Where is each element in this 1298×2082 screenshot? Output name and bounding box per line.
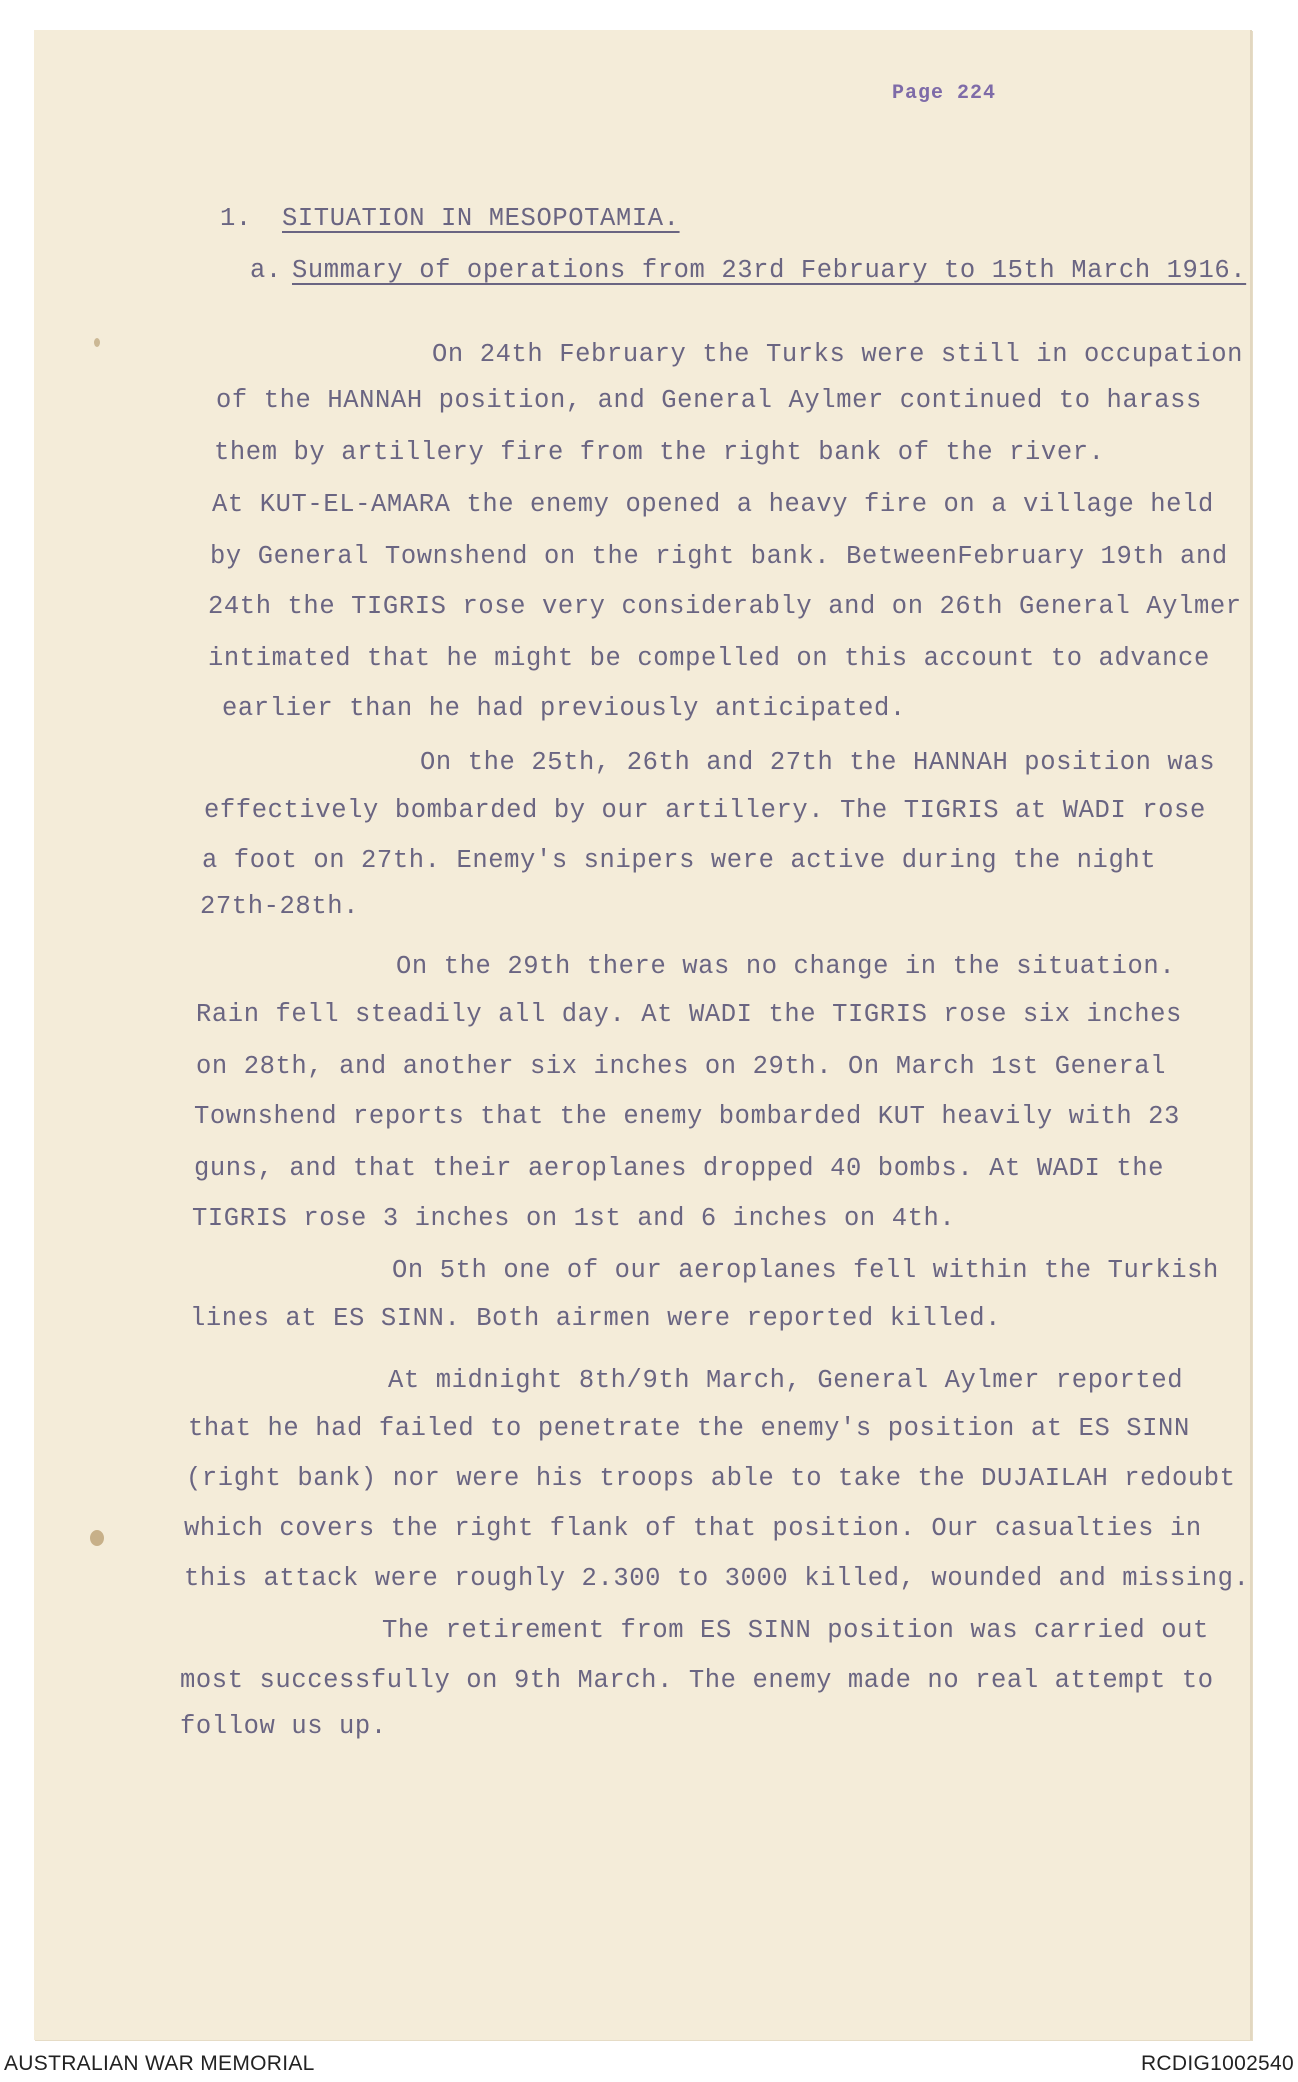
page-stamp: Page 224 — [892, 82, 997, 105]
footer-institution: AUSTRALIAN WAR MEMORIAL — [4, 2052, 315, 2075]
body-line: guns, and that their aeroplanes dropped 40 bombs. At WADI the — [194, 1154, 1165, 1183]
body-line: intimated that he might be compelled on this account to advance — [208, 644, 1210, 673]
body-line: At midnight 8th/9th March, General Aylmer reported — [388, 1366, 1184, 1395]
body-line: (right bank) nor were his troops able to take the DUJAILAH redoubt — [186, 1464, 1236, 1493]
body-line: Rain fell steadily all day. At WADI the TIGRIS rose six inches — [196, 1000, 1182, 1029]
body-line: of the HANNAH position, and General Aylmer continued to harass — [216, 386, 1202, 415]
body-line: At KUT-EL-AMARA the enemy opened a heavy fire on a village held — [212, 490, 1214, 519]
body-line: this attack were roughly 2.300 to 3000 killed, wounded and missing. — [184, 1564, 1250, 1593]
body-line: them by artillery fire from the right bank of the river. — [214, 438, 1105, 467]
subsection-letter: a. — [250, 256, 282, 285]
body-line: on 28th, and another six inches on 29th. On March 1st General — [196, 1052, 1167, 1081]
body-line: 24th the TIGRIS rose very considerably and on 26th General Aylmer — [208, 592, 1242, 621]
body-line: that he had failed to penetrate the enemy's position at ES SINN — [188, 1414, 1190, 1443]
body-line: On 24th February the Turks were still in occupation — [432, 340, 1244, 369]
paper-blemish — [94, 338, 100, 347]
section-heading — [220, 204, 680, 233]
subsection-heading — [250, 256, 1246, 285]
body-line: follow us up. — [180, 1712, 387, 1741]
paper-blemish — [90, 1530, 104, 1546]
body-line: On the 25th, 26th and 27th the HANNAH position was — [420, 748, 1216, 777]
body-line: which covers the right flank of that position. Our casualties in — [184, 1514, 1202, 1543]
subsection-title: Summary of operations from 23rd February to 15th March 1916. — [292, 256, 1247, 285]
body-line: a foot on 27th. Enemy's snipers were active during the night — [202, 846, 1157, 875]
body-line: On 5th one of our aeroplanes fell within the Turkish — [392, 1256, 1219, 1285]
body-line: effectively bombarded by our artillery. The TIGRIS at WADI rose — [204, 796, 1206, 825]
body-line: TIGRIS rose 3 inches on 1st and 6 inches on 4th. — [192, 1204, 956, 1233]
body-line: earlier than he had previously anticipated. — [222, 694, 906, 723]
section-number: 1. — [220, 204, 252, 233]
body-line: Townshend reports that the enemy bombarded KUT heavily with 23 — [194, 1102, 1180, 1131]
body-line: On the 29th there was no change in the situation. — [396, 952, 1176, 981]
footer-record-id: RCDIG1002540 — [1140, 2052, 1294, 2075]
section-title: SITUATION IN MESOPOTAMIA. — [282, 204, 680, 233]
body-line: most successfully on 9th March. The enemy made no real attempt to — [180, 1666, 1214, 1695]
body-line: 27th-28th. — [200, 892, 360, 921]
body-line: The retirement from ES SINN position was carried out — [382, 1616, 1209, 1645]
body-line: lines at ES SINN. Both airmen were reported killed. — [190, 1304, 1002, 1333]
body-line: by General Townshend on the right bank. BetweenFebruary 19th and — [210, 542, 1228, 571]
